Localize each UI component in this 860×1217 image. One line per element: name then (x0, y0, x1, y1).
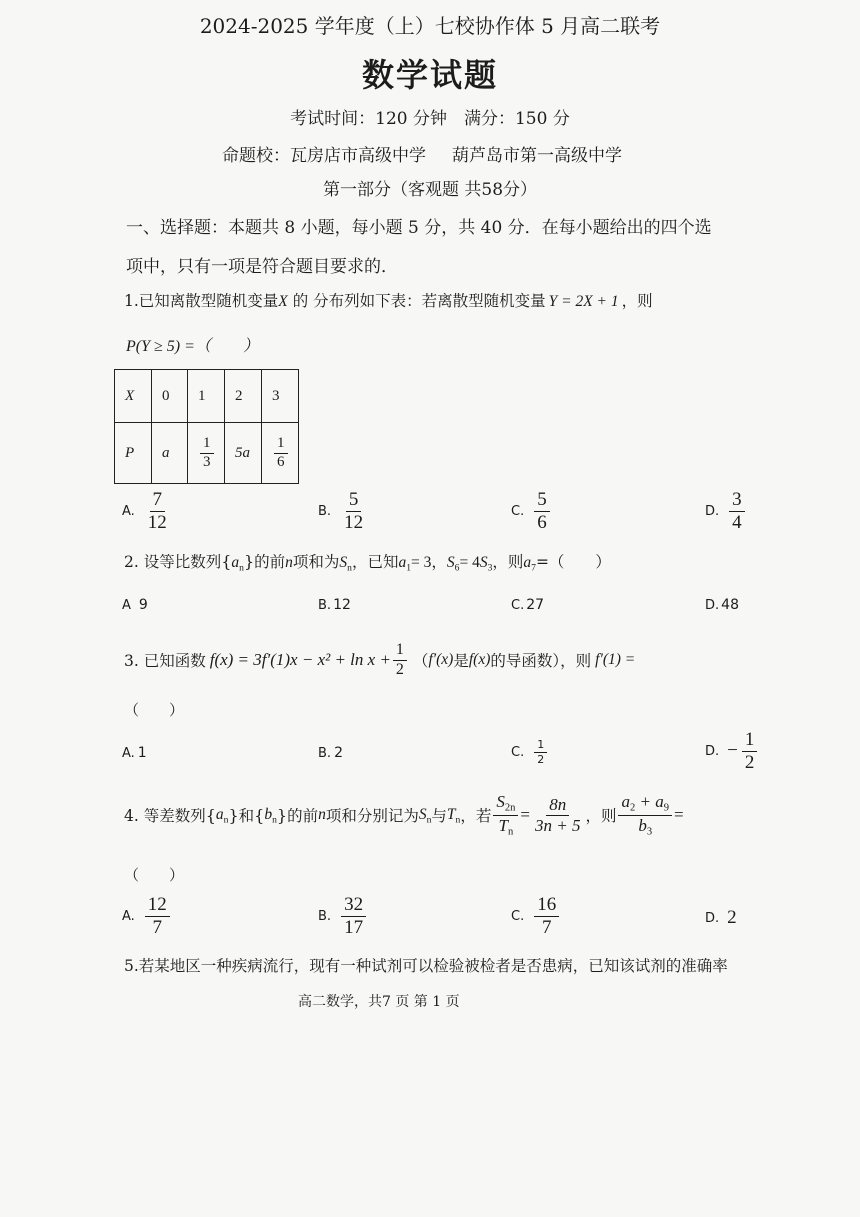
q2-option-a[interactable]: A 9 (122, 597, 148, 613)
q3-option-c[interactable]: C. $\frac{1}{2}$ (511, 739, 549, 765)
q3-pre: 3. 已知函数 (124, 652, 206, 671)
table-cell-fraction: $\frac{1}{3}$ (200, 436, 214, 471)
table-cell-fraction: $\frac{1}{6}$ (274, 436, 288, 471)
exam-title: 2024-2025 学年度（上）七校协作体 5 月高二联考 (199, 14, 661, 38)
q2-cond2: = 4 (459, 554, 480, 571)
q1-option-c[interactable]: C. $\frac{5}{6}$ (511, 490, 552, 533)
table-cell: 1 (198, 387, 206, 404)
question-4-stem: 4. 等差数列 { $a_n$ } 和 { $b_n$ } 的前 n 项和分别记为 $S_n$ 与 $T_n$ ，若 $\frac{S_{2n}}{T_n}$ = $\frac{8n}{3n + 5}$ ，则 $\frac{a_2 + a_9}{b_3}$ = (124, 792, 684, 838)
q3-note-b: 是 (453, 652, 469, 671)
page-footer: 高二数学，共7 页 第 1 页 (298, 994, 460, 1010)
q4-ze: ，则 (585, 807, 617, 826)
q1-var-x: X (278, 293, 288, 310)
q4-and: 和 (238, 807, 255, 826)
section-instructions-line2: 项中，只有一项是符合题目要求的． (126, 257, 398, 277)
q1-y-expr: Y = 2X + 1 (548, 293, 619, 310)
q2-option-b[interactable]: B. 12 (318, 597, 351, 613)
q4-answer-blank: （ ） (124, 866, 185, 884)
table-cell: 0 (162, 387, 170, 404)
q3-half: $\frac{1}{2}$ (393, 642, 407, 679)
q4-option-c[interactable]: C. $\frac{16}{7}$ (511, 895, 561, 938)
table-cell: P (125, 444, 135, 461)
q3-note-a: （ (412, 652, 429, 671)
q2-option-d[interactable]: D. 48 (705, 597, 739, 613)
q4-ratio-right: $\frac{8n}{3n + 5}$ (534, 794, 581, 835)
q1-option-b[interactable]: B. $\frac{5}{12}$ (318, 489, 364, 533)
table-cell: 3 (272, 387, 280, 404)
q4-option-b[interactable]: B. $\frac{32}{17}$ (318, 895, 368, 938)
table-cell: 5a (235, 444, 250, 461)
table-cell: X (125, 387, 135, 404)
q2-mid2: 项和为 (292, 553, 340, 571)
table-cell: a (162, 444, 170, 461)
q4-ratio-left: $\frac{S_{2n}}{T_n}$ (493, 793, 518, 838)
q3-option-d[interactable]: D. − $\frac{1}{2}$ (705, 730, 759, 773)
q4-pre: 4. 等差数列 (124, 807, 206, 826)
question-2-stem: 2. 设等比数列$\{a_n\}$的前n项和为$S_n$，已知$a_1= 3$，$S_6= 4S_3$，则$a_7=$（ ） (124, 552, 611, 574)
q2-option-c[interactable]: C. 27 (511, 597, 545, 613)
question-1-stem (124, 289, 653, 311)
q3-ask: f′(1) = (595, 651, 636, 669)
table-row-p (115, 423, 299, 484)
section-instructions-line1: 一、选择题：本题共 8 小题，每小题 5 分，共 40 分．在每小题给出的四个选 (126, 218, 712, 238)
question-3-stem: 3. 已知函数 f(x) = 3f′(1)x − x² + ln x + $\frac{1}{2}$ （ f′(x) 是 f(x) 的导函数），则 f′(1) = (124, 641, 636, 678)
q4-mid2: 项和分别记为 (325, 807, 419, 826)
q3-answer-blank: （ ） (124, 701, 185, 719)
q4-option-a[interactable]: A. $\frac{12}{7}$ (122, 895, 172, 938)
subject-title: 数学试题 (361, 56, 498, 94)
exam-time-info: 考试时间：120 分钟 满分：150 分 (290, 109, 570, 129)
q3-option-a[interactable]: A. 1 (122, 745, 147, 761)
school-prefix: 命题校：瓦房店市高级中学 (222, 146, 426, 166)
q2-tail: ，则 (492, 553, 524, 571)
question-5-stem: 5.若某地区一种疾病流行，现有一种试剂可以检验被检者是否患病，已知该试剂的准确率 (124, 957, 728, 975)
q2-pre: 2. 设等比数列 (124, 553, 222, 571)
q2-mid3: ，已知 (351, 553, 399, 571)
q2-cond1: = 3， (411, 554, 447, 571)
q4-with: 与 (431, 807, 447, 826)
q1-option-a[interactable]: A. $\frac{7}{12}$ (122, 489, 167, 533)
q1-text-a: 1.已知离散型随机变量 (124, 292, 279, 310)
q2-end: =（ ） (535, 553, 611, 571)
table-row-x (115, 370, 299, 423)
q1-distribution-table (114, 369, 299, 484)
part-title: 第一部分（客观题 共58分） (322, 180, 538, 200)
q1-option-d[interactable]: D. $\frac{3}{4}$ (705, 490, 747, 533)
q1-text-c: ，则 (621, 292, 653, 310)
q1-probability-question: P(Y ≥ 5) =（ ） (126, 338, 259, 355)
q1-text-b: 的 分布列如下表：若离散型随机变量 (287, 292, 546, 310)
q2-mid1: 的前 (254, 553, 286, 571)
q4-mid: 的前 (287, 807, 319, 826)
q4-option-d[interactable]: D. 2 (705, 907, 737, 928)
table-cell: 2 (235, 387, 243, 404)
q4-target-ratio: $\frac{a_2 + a_9}{b_3}$ (618, 793, 672, 838)
proposing-schools (222, 141, 622, 166)
q3-note-c: 的导函数），则 (490, 652, 592, 671)
q4-ruo: ，若 (460, 807, 492, 826)
q3-function-formula: f(x) = 3f′(1)x − x² + ln x + (209, 650, 391, 670)
school-second: 葫芦岛市第一高级中学 (452, 146, 622, 166)
q3-option-b[interactable]: B. 2 (318, 745, 343, 761)
